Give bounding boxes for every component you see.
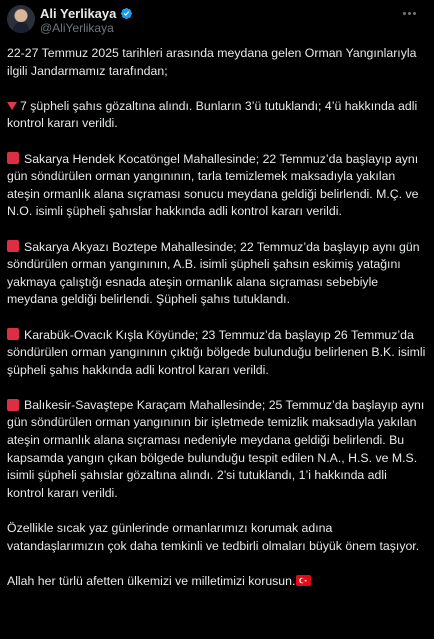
summary-text: 7 şüpheli şahıs gözaltına alındı. Bunların 3’ü tutuklandı; 4’ü hakkında adli kontrol kararı verildi.	[7, 98, 418, 131]
closing-paragraph	[7, 573, 427, 591]
appeal-paragraph: Özellikle sıcak yaz günlerinde ormanlarımızı korumak adına vatandaşlarımızın çok daha temkinli ve tedbirli olmaları büyük önem taşıyor.	[7, 521, 420, 553]
summary-paragraph	[7, 98, 427, 133]
intro-paragraph: 22-27 Temmuz 2025 tarihleri arasında meydana gelen Orman Yangınlarıyla ilgili Jandarmamız tarafından;	[7, 46, 417, 78]
incident-paragraph	[7, 327, 427, 380]
incident-paragraph	[7, 151, 427, 221]
more-options-icon[interactable]	[396, 4, 422, 22]
avatar[interactable]	[7, 5, 35, 33]
red-down-triangle-icon	[7, 102, 17, 110]
incident-text: Balıkesir-Savaştepe Karaçam Mahallesinde; 25 Temmuz’da başlayıp aynı gün söndürülen orman yangınının bir işletmede temizlik maksadıyla yakılan ateşin ormanlık alana sıçraması nedeniyle meydana geldiği belirlendi. Bu kapsamda yangın çıkan bölgede bulunduğu tespit edilen N.A., H.S. ve M.S. isimli şüpheli şahıslar gözaltına alındı. 2’si tutuklandı, 1’i hakkında adli kontrol kararı verildi.	[7, 397, 425, 500]
author-name-row[interactable]	[40, 5, 133, 21]
author-handle[interactable]: @AliYerlikaya	[40, 21, 114, 35]
incident-paragraph	[7, 239, 427, 309]
red-square-icon	[7, 152, 19, 164]
red-square-icon	[7, 328, 19, 340]
incident-paragraph	[7, 397, 427, 503]
red-square-icon	[7, 240, 19, 252]
tweet-text	[7, 45, 427, 590]
incident-text: Sakarya Hendek Kocatöngel Mahallesinde; 22 Temmuz’da başlayıp aynı gün söndürülen orman yangınının, tarla temizlemek maksadıyla yakılan ateşin ormanlık alana sıçraması sonucu meydana geldiği belirlendi. M.Ç. ve N.O. isimli şüpheli şahıslar hakkında adli kontrol kararı verildi.	[7, 151, 419, 219]
verified-badge-icon	[120, 7, 133, 20]
closing-text: Allah her türlü afetten ülkemizi ve milletimizi korusun.	[7, 573, 296, 588]
incident-text: Sakarya Akyazı Boztepe Mahallesinde; 22 Temmuz’da başlayıp aynı gün söndürülen orman yangınının, A.B. isimli şüpheli şahsın eskimiş yatağını yakmaya çalıştığı esnada ateşin ormanlık alana sıçraması sebebiyle meydana geldiği belirlendi. Şüpheli şahıs tutuklandı.	[7, 239, 420, 307]
turkey-flag-icon	[296, 575, 311, 586]
tweet-header	[0, 0, 434, 44]
author-name[interactable]: Ali Yerlikaya	[40, 5, 117, 21]
red-square-icon	[7, 399, 19, 411]
incident-text: Karabük-Ovacık Kışla Köyünde; 23 Temmuz’da başlayıp 26 Temmuz’da söndürülen orman yangınının çıktığı bölgede bulunduğu belirlenen B.K. isimli şüpheli şahıs hakkında adli kontrol kararı verildi.	[7, 327, 426, 377]
